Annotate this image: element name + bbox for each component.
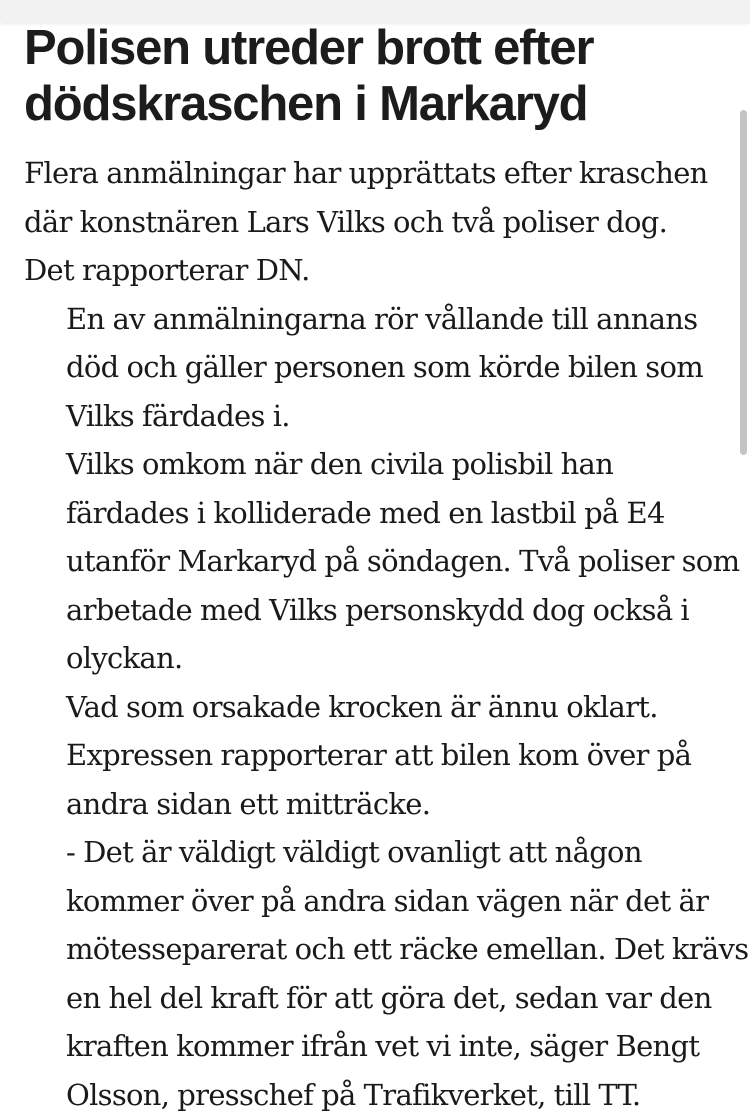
paragraph-line: arbetade med Vilks personskydd dog också i bbox=[24, 586, 724, 635]
paragraph-line: utanför Markaryd på söndagen. Två poliser som bbox=[24, 537, 724, 586]
paragraph-line: färdades i kolliderade med en lastbil på E4 bbox=[24, 489, 724, 538]
paragraph-line: - Det är väldigt väldigt ovanligt att någon bbox=[24, 828, 724, 877]
article-paragraph-3 bbox=[24, 440, 724, 683]
article-paragraph-4 bbox=[24, 683, 724, 829]
browser-top-bar bbox=[0, 0, 750, 22]
headline-line-1: Polisen utreder brott efter bbox=[24, 20, 724, 76]
paragraph-line: kraften kommer ifrån vet vi inte, säger Bengt bbox=[24, 1022, 724, 1071]
article-paragraph-5 bbox=[24, 828, 724, 1119]
news-article bbox=[24, 20, 724, 1119]
paragraph-line: En av anmälningarna rör vållande till annans bbox=[24, 295, 724, 344]
scrollbar-thumb[interactable] bbox=[740, 110, 747, 455]
paragraph-line: en hel del kraft för att göra det, sedan var den bbox=[24, 974, 724, 1023]
article-headline bbox=[24, 20, 724, 132]
paragraph-line: Vilks omkom när den civila polisbil han bbox=[24, 440, 724, 489]
paragraph-line: Flera anmälningar har upprättats efter kraschen bbox=[24, 149, 724, 198]
article-paragraph-1 bbox=[24, 149, 724, 295]
paragraph-line: Expressen rapporterar att bilen kom över på bbox=[24, 731, 724, 780]
article-body bbox=[24, 149, 724, 1119]
paragraph-line: Olsson, presschef på Trafikverket, till TT. bbox=[24, 1071, 724, 1119]
article-paragraph-2 bbox=[24, 295, 724, 441]
paragraph-line: andra sidan ett mitträcke. bbox=[24, 780, 724, 829]
paragraph-line: olyckan. bbox=[24, 634, 724, 683]
paragraph-line: död och gäller personen som körde bilen som bbox=[24, 343, 724, 392]
paragraph-line: kommer över på andra sidan vägen när det är bbox=[24, 877, 724, 926]
headline-line-2: dödskraschen i Markaryd bbox=[24, 76, 724, 132]
paragraph-line: Vad som orsakade krocken är ännu oklart. bbox=[24, 683, 724, 732]
paragraph-line: där konstnären Lars Vilks och två poliser dog. bbox=[24, 198, 724, 247]
paragraph-line: Vilks färdades i. bbox=[24, 392, 724, 441]
paragraph-line: mötesseparerat och ett räcke emellan. Det krävs bbox=[24, 925, 724, 974]
paragraph-line: Det rapporterar DN. bbox=[24, 246, 724, 295]
